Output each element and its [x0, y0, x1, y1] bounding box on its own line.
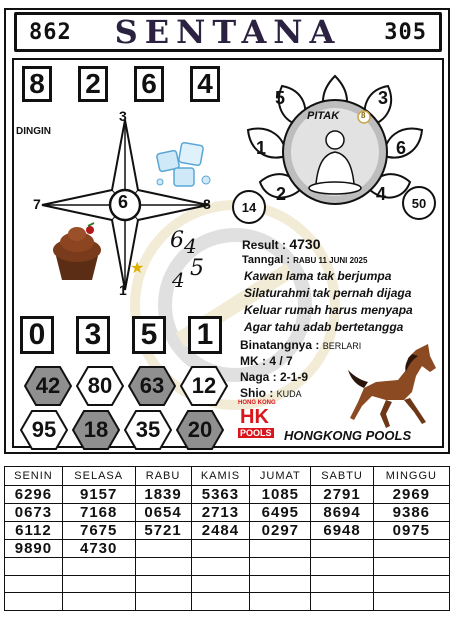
table-row — [5, 522, 450, 540]
table-cell: 8694 — [311, 504, 373, 522]
table-cell: 1839 — [135, 486, 191, 504]
header-left-number: 862 — [29, 19, 72, 45]
weekly-results-table — [4, 466, 450, 611]
table-cell: 4730 — [62, 540, 135, 558]
table-cell — [62, 575, 135, 593]
shio-value: KUDA — [276, 389, 302, 399]
table-row — [5, 593, 450, 611]
header-right-number: 305 — [384, 19, 427, 45]
horse-image — [346, 340, 442, 430]
binatang-label: Binatangnya : — [240, 338, 320, 352]
table-cell — [135, 540, 191, 558]
table-row — [5, 558, 450, 576]
table-cell — [191, 593, 250, 611]
hex-number-text: 80 — [87, 373, 113, 398]
tanggal-label: Tanngal : — [242, 254, 291, 266]
lotus-circle-left: 14 — [232, 190, 266, 224]
table-cell: 2969 — [373, 486, 449, 504]
table-row — [5, 486, 450, 504]
naga-label: Naga : 2-1-9 — [240, 370, 309, 384]
result-label-text: Result : — [242, 238, 287, 252]
table-cell — [135, 593, 191, 611]
hex-number-text: 63 — [139, 373, 165, 398]
lotus-number: 6 — [396, 138, 407, 158]
ice-cubes-image — [152, 136, 218, 194]
scribble-number: 4 — [172, 268, 185, 292]
star-right-number: 8 — [203, 196, 211, 212]
table-cell: 0975 — [373, 522, 449, 540]
table-header-cell: MINGGU — [373, 467, 449, 486]
lotus-number: 4 — [376, 184, 387, 204]
bottom-digit: 5 — [132, 316, 166, 354]
table-cell: 9890 — [5, 540, 63, 558]
pitak-label: PITAK — [307, 110, 340, 122]
table-cell — [62, 593, 135, 611]
hex-number — [176, 410, 224, 450]
logo-top-text: HONG KONG — [238, 400, 276, 406]
star-center-number: 6 — [118, 192, 129, 212]
lotus-circle-right: 50 — [402, 186, 436, 220]
table-header-cell: SELASA — [62, 467, 135, 486]
table-cell — [191, 540, 250, 558]
chocolate-cupcake-image — [46, 222, 108, 284]
star-top-number: 3 — [119, 108, 127, 124]
table-cell — [373, 593, 449, 611]
hex-number — [124, 410, 172, 450]
bottom-digit: 3 — [76, 316, 110, 354]
table-header-cell: KAMIS — [191, 467, 250, 486]
table-cell — [191, 575, 250, 593]
page-title: SENTANA — [114, 13, 342, 51]
table-cell: 6296 — [5, 486, 63, 504]
table-cell: 2484 — [191, 522, 250, 540]
table-cell: 9386 — [373, 504, 449, 522]
hex-number-text: 12 — [191, 373, 217, 398]
logo-bottom-text: POOLS — [240, 428, 272, 438]
header-bar — [14, 12, 442, 52]
scribble-number: 4 — [184, 234, 197, 258]
star-bottom-number: 1 — [119, 282, 127, 298]
table-cell: 0673 — [5, 504, 63, 522]
table-row — [5, 575, 450, 593]
hex-number — [24, 366, 72, 406]
table-header-cell: JUMAT — [250, 467, 311, 486]
table-header-cell: SENIN — [5, 467, 63, 486]
scribble-number: 5 — [190, 256, 204, 281]
binatang-row — [240, 338, 361, 352]
sparkle-icon: ★ — [130, 258, 145, 277]
table-cell: 9157 — [62, 486, 135, 504]
brand-name: HONGKONG POOLS — [284, 428, 412, 443]
table-cell: 1085 — [250, 486, 311, 504]
table-cell — [373, 575, 449, 593]
hex-number-text: 95 — [31, 417, 57, 442]
top-digit: 8 — [22, 66, 52, 102]
verse-line: Silaturahmi tak pernah dijaga — [244, 286, 412, 300]
table-cell — [62, 558, 135, 576]
hex-number — [72, 410, 120, 450]
table-row — [5, 540, 450, 558]
lotus-number: 2 — [276, 184, 287, 204]
pitak-badge: 8 — [361, 111, 366, 120]
top-digit: 6 — [134, 66, 164, 102]
table-cell: 6948 — [311, 522, 373, 540]
hex-number — [76, 366, 124, 406]
hk-pools-logo — [238, 400, 280, 440]
table-header-row — [5, 467, 450, 486]
table-cell: 0297 — [250, 522, 311, 540]
result-label — [242, 236, 321, 252]
table-cell — [135, 575, 191, 593]
table-cell: 6112 — [5, 522, 63, 540]
dingin-label: DINGIN — [16, 126, 51, 137]
table-cell — [250, 593, 311, 611]
lotus-number: 5 — [275, 88, 286, 108]
hex-number — [180, 366, 228, 406]
table-cell: 0654 — [135, 504, 191, 522]
hex-number — [128, 366, 176, 406]
verse-line: Kawan lama tak berjumpa — [244, 269, 392, 283]
table-cell — [311, 593, 373, 611]
table-cell: 2791 — [311, 486, 373, 504]
star-left-number: 7 — [33, 196, 41, 212]
table-cell — [311, 540, 373, 558]
table-cell — [5, 558, 63, 576]
lotus-number: 1 — [256, 138, 267, 158]
table-cell — [311, 575, 373, 593]
table-cell: 5721 — [135, 522, 191, 540]
table-cell: 6495 — [250, 504, 311, 522]
verse-line: Agar tahu adab bertetangga — [244, 320, 404, 334]
table-cell — [250, 540, 311, 558]
bottom-digit: 0 — [20, 316, 54, 354]
tanggal-row — [242, 254, 367, 266]
shio-label: Shio : — [240, 386, 274, 400]
scribble-number: 6 — [170, 228, 184, 253]
logo-mid-text: HK — [240, 406, 269, 428]
table-header-cell: RABU — [135, 467, 191, 486]
hex-number-text: 18 — [83, 417, 109, 442]
tanggal-value: RABU 11 JUNI 2025 — [293, 256, 368, 265]
top-digit: 4 — [190, 66, 220, 102]
table-cell — [250, 575, 311, 593]
result-value: 4730 — [289, 236, 321, 252]
shio-row — [240, 386, 302, 400]
table-cell: 7168 — [62, 504, 135, 522]
bottom-digit: 1 — [188, 316, 222, 354]
table-cell: 5363 — [191, 486, 250, 504]
table-cell — [5, 575, 63, 593]
table-cell — [311, 558, 373, 576]
table-cell — [250, 558, 311, 576]
table-cell — [373, 558, 449, 576]
table-cell — [373, 540, 449, 558]
table-cell: 7675 — [62, 522, 135, 540]
binatang-value: BERLARI — [322, 341, 362, 351]
table-cell — [191, 558, 250, 576]
top-digit: 2 — [78, 66, 108, 102]
table-row — [5, 504, 450, 522]
verse-line: Keluar rumah harus menyapa — [244, 303, 413, 317]
lotus-number: 3 — [378, 88, 389, 108]
hex-number-text: 20 — [187, 417, 213, 442]
table-header-cell: SABTU — [311, 467, 373, 486]
hex-number — [20, 410, 68, 450]
table-cell: 2713 — [191, 504, 250, 522]
table-cell — [135, 558, 191, 576]
hex-number-text: 35 — [135, 417, 161, 442]
hex-number-text: 42 — [35, 373, 61, 398]
table-cell — [5, 593, 63, 611]
mk-label: MK : 4 / 7 — [240, 354, 293, 368]
